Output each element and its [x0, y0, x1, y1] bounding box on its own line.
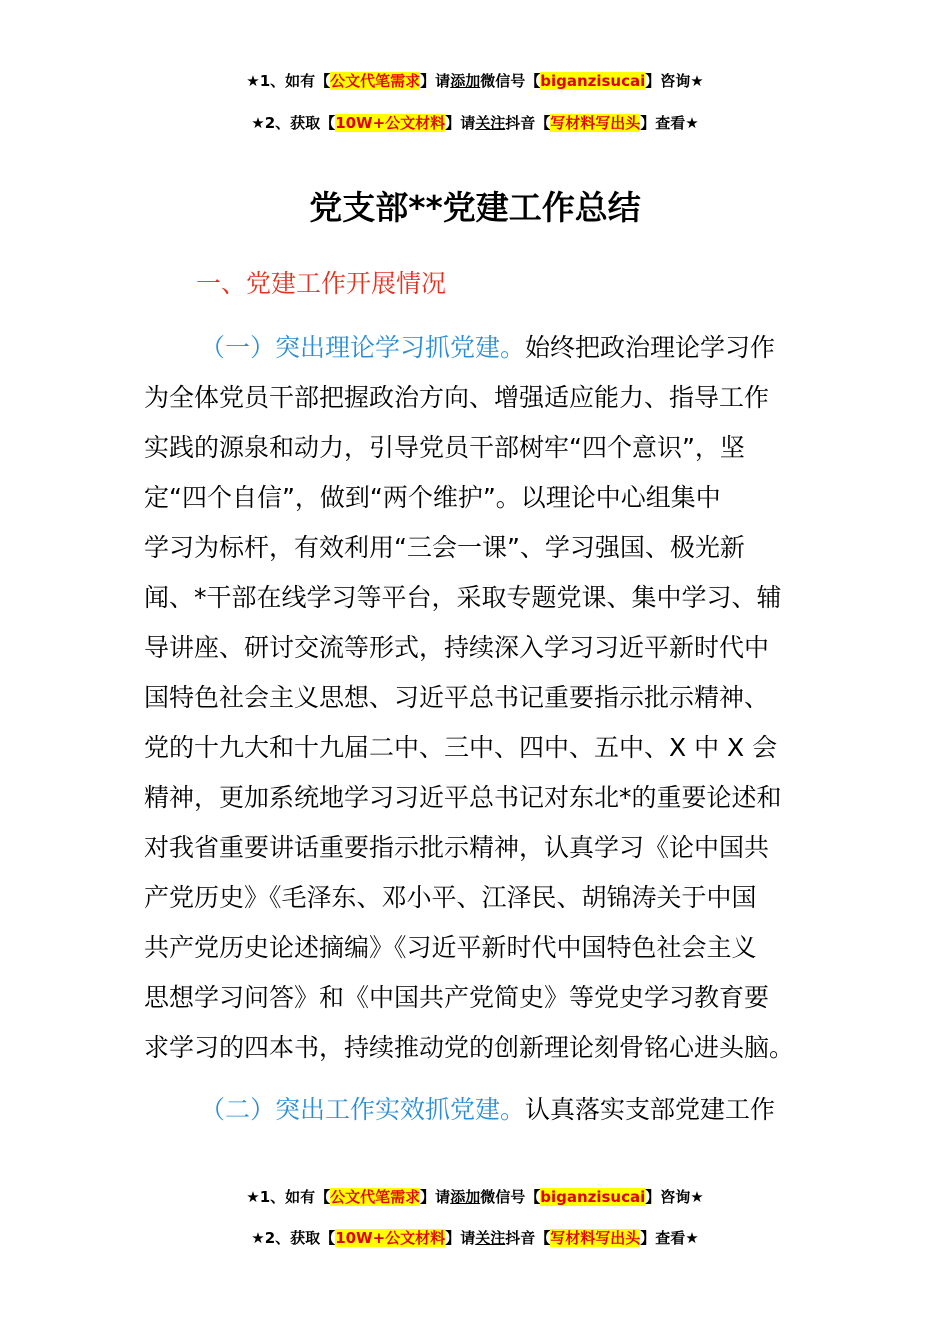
- promo-text: 】查看★: [640, 1229, 699, 1247]
- paragraph-line: 党的十九大和十九届二中、三中、四中、五中、X 中 X 会: [144, 733, 778, 762]
- promo-text: ★2、获取【: [251, 114, 336, 132]
- promo-line-2-top: [0, 112, 950, 134]
- promo-douyin-id: 写材料写出头: [550, 1229, 641, 1247]
- promo-douyin-id: 写材料写出头: [550, 114, 641, 132]
- promo-text: ★1、如有【: [246, 1188, 331, 1206]
- paragraph-line: 定“四个自信”，做到“两个维护”。以理论中心组集中: [144, 483, 721, 512]
- promo-text: 】查看★: [640, 114, 699, 132]
- promo-line-1-top: [0, 70, 950, 92]
- paragraph-text: 认真落实支部党建工作: [525, 1095, 776, 1124]
- paragraph-line: 导讲座、研讨交流等形式，持续深入学习习近平新时代中: [144, 633, 770, 662]
- paragraph-line: 对我省重要讲话重要指示批示精神，认真学习《论中国共: [144, 833, 770, 862]
- promo-wechat-id: biganzisucai: [540, 72, 646, 90]
- paragraph-line: 共产党历史论述摘编》《习近平新时代中国特色社会主义: [144, 933, 757, 962]
- paragraph-line: 国特色社会主义思想、习近平总书记重要指示批示精神、: [144, 683, 770, 712]
- paragraph-line: [144, 1085, 806, 1135]
- promo-text: ★1、如有【: [246, 72, 331, 90]
- promo-text: 】请: [420, 1188, 451, 1206]
- promo-wechat-id: biganzisucai: [540, 1188, 646, 1206]
- promo-highlight: 10W+公文材料: [335, 114, 446, 132]
- promo-highlight: 公文代笔需求: [330, 72, 421, 90]
- paragraph-line: 求学习的四本书，持续推动党的创新理论刻骨铭心进头脑。: [144, 1033, 795, 1062]
- promo-line-1-bottom: [0, 1186, 950, 1208]
- paragraph-text: 始终把政治理论学习作: [525, 333, 776, 362]
- promo-highlight: 10W+公文材料: [335, 1229, 446, 1247]
- promo-text: 】咨询★: [645, 72, 704, 90]
- promo-text: 】请: [445, 114, 476, 132]
- promo-emphasis: 添加: [450, 72, 481, 90]
- promo-text: ★2、获取【: [251, 1229, 336, 1247]
- paragraph-subheading: （一）突出理论学习抓党建。: [200, 333, 526, 362]
- paragraph-line: 为全体党员干部把握政治方向、增强适应能力、指导工作: [144, 383, 770, 412]
- paragraph-1: [144, 323, 806, 1073]
- paragraph-subheading: （二）突出工作实效抓党建。: [200, 1095, 526, 1124]
- paragraph-line: 精神，更加系统地学习习近平总书记对东北*的重要论述和: [144, 783, 782, 812]
- paragraph-line: 思想学习问答》和《中国共产党简史》等党史学习教育要: [144, 983, 770, 1012]
- promo-text: 抖音【: [505, 114, 551, 132]
- paragraph-line: 产党历史》《毛泽东、邓小平、江泽民、胡锦涛关于中国: [144, 883, 757, 912]
- paragraph-2: [144, 1085, 806, 1135]
- promo-text: 】咨询★: [645, 1188, 704, 1206]
- promo-line-2-bottom: [0, 1227, 950, 1249]
- document-title: 党支部**党建工作总结: [309, 188, 641, 227]
- paragraph-line: [144, 323, 806, 373]
- promo-highlight: 公文代笔需求: [330, 1188, 421, 1206]
- paragraph-line: 闻、*干部在线学习等平台，采取专题党课、集中学习、辅: [144, 583, 782, 612]
- promo-text: 微信号【: [480, 72, 541, 90]
- paragraph-line: 实践的源泉和动力，引导党员干部树牢“四个意识”，坚: [144, 433, 745, 462]
- paragraph-line: 学习为标杆，有效利用“三会一课”、学习强国、极光新: [144, 533, 745, 562]
- promo-emphasis: 关注: [475, 114, 506, 132]
- promo-text: 微信号【: [480, 1188, 541, 1206]
- promo-text: 抖音【: [505, 1229, 551, 1247]
- promo-emphasis: 添加: [450, 1188, 481, 1206]
- promo-emphasis: 关注: [475, 1229, 506, 1247]
- promo-text: 】请: [420, 72, 451, 90]
- promo-text: 】请: [445, 1229, 476, 1247]
- section-heading: 一、党建工作开展情况: [196, 269, 447, 298]
